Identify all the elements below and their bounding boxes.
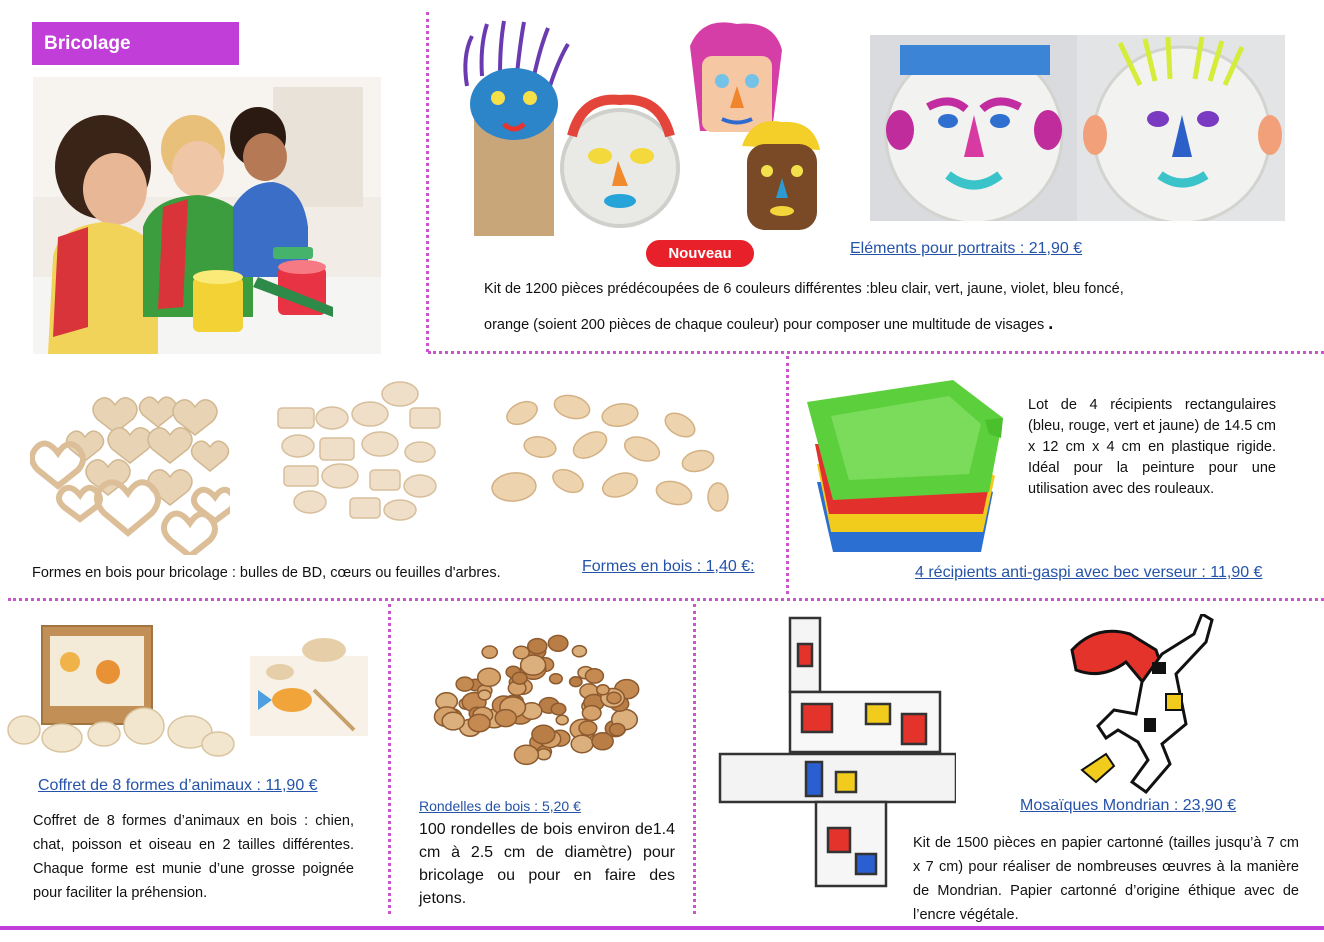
wood-shapes-link[interactable]: Formes en bois : 1,40 €: bbox=[582, 558, 755, 575]
divider-vertical-middle bbox=[786, 356, 789, 594]
containers-link[interactable]: 4 récipients anti-gaspi avec bec verseur : 11,90 € bbox=[915, 564, 1263, 581]
wood-leaves-image bbox=[480, 385, 730, 525]
portrait-description-period: . bbox=[1048, 313, 1054, 333]
portrait-description-line-1: Kit de 1200 pièces prédécoupées de 6 couleurs différentes :bleu clair, vert, jaune, violet, bleu foncé, bbox=[484, 281, 1124, 297]
new-badge: Nouveau bbox=[646, 240, 754, 267]
mondrian-lizard-image bbox=[1066, 614, 1220, 794]
wood-slices-description: 100 rondelles de bois environ de1.4 cm à 2.5 cm de diamètre) pour bricolage ou pour en faire des jetons. bbox=[419, 821, 675, 907]
animals-description: Coffret de 8 formes d’animaux en bois : chien, chat, poisson et oiseau en 2 tailles différentes. Chaque forme est munie d’une grosse poignée pour faciliter la préhension. bbox=[33, 813, 354, 901]
divider-vertical-bottom-2 bbox=[693, 604, 696, 914]
paint-trays-image bbox=[803, 372, 1008, 562]
animals-link[interactable]: Coffret de 8 formes d’animaux : 11,90 € bbox=[38, 777, 318, 794]
portrait-description-line-2 bbox=[484, 311, 1053, 337]
divider-vertical-top bbox=[426, 12, 429, 352]
children-painting-photo bbox=[33, 77, 381, 354]
plate-portraits-photo bbox=[870, 35, 1285, 221]
wood-hearts-image bbox=[30, 385, 230, 555]
portrait-description-text: orange (soient 200 pièces de chaque couleur) pour composer une multitude de visages bbox=[484, 317, 1045, 333]
animal-shapes-box-image bbox=[4, 622, 238, 762]
wood-slices-image bbox=[428, 626, 646, 776]
mondrian-description: Kit de 1500 pièces en papier cartonné (tailles jusqu’à 7 cm x 7 cm) pour réaliser de nombreuses œuvres à la manière de Mondrian. Papier cartonné d’origine éthique avec de l’encre végétale. bbox=[913, 835, 1299, 923]
divider-horizontal-middle bbox=[8, 598, 1324, 601]
mondrian-link[interactable]: Mosaïques Mondrian : 23,90 € bbox=[1020, 797, 1237, 814]
page-title: Bricolage bbox=[32, 22, 239, 65]
portrait-elements-link[interactable]: Eléments pour portraits : 21,90 € bbox=[850, 240, 1083, 257]
wood-shapes-description: Formes en bois pour bricolage : bulles de BD, cœurs ou feuilles d'arbres. bbox=[32, 565, 501, 581]
wood-speech-bubbles-image bbox=[270, 378, 450, 528]
divider-horizontal-top bbox=[428, 351, 1324, 354]
wooden-fish-toy-image bbox=[244, 630, 372, 740]
face-crafts-image bbox=[452, 16, 826, 238]
containers-description: Lot de 4 récipients rectangulaires (bleu, rouge, vert et jaune) de 14.5 cm x 12 cm x 4 cm en plastique rigide. Idéal pour la peinture pour une utilisation avec des rouleaux. bbox=[1028, 397, 1276, 497]
divider-vertical-bottom-1 bbox=[388, 604, 391, 914]
wood-slices-link[interactable]: Rondelles de bois : 5,20 € bbox=[419, 798, 581, 814]
